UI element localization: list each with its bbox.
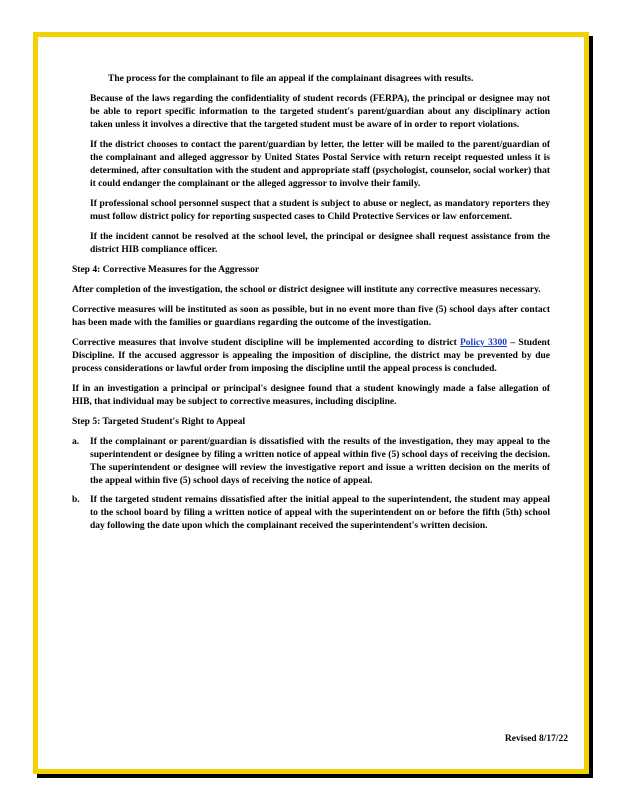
list-item-text: If the targeted student remains dissatisfied after the initial appeal to the superintendent, the student may appeal to the school board by filing a written notice of appeal with the superintendent on or before the fifth (5th) school day following the date upon which the complainant received the superintendent's written decision. <box>90 495 550 531</box>
discipline-text-end: – Student Discipline. If the accused aggressor is appealing the imposition of discipline, the district may be prevented by due process considerations or lawful order from imposing the discipline until the appeal process is concluded. <box>72 338 550 374</box>
list-item-label: a. <box>72 437 80 447</box>
document-body <box>72 73 550 539</box>
policy-3300-link[interactable]: Policy 3300 <box>460 338 508 348</box>
paragraph-ferpa: Because of the laws regarding the confidentiality of student records (FERPA), the principal or designee may not be able to report specific information to the targeted student's parent/guardian about any disciplinary action taken unless it involves a directive that the targeted student must be aware of in order to report violations. <box>90 94 550 130</box>
list-item <box>72 436 550 488</box>
paragraph-after-completion: After completion of the investigation, the school or district designee will institute any corrective measures necessary. <box>72 285 541 295</box>
step5-heading: Step 5: Targeted Student's Right to Appeal <box>72 417 246 427</box>
paragraph-letter: If the district chooses to contact the parent/guardian by letter, the letter will be mailed to the parent/guardian of the complainant and alleged aggressor by United States Postal Service with return receipt requested unless it is determined, after consultation with the student and appropriate staff (psychologist, counselor, social worker) that it could endanger the complainant or the alleged aggressor to involve their family. <box>90 140 550 189</box>
paragraph-abuse: If professional school personnel suspect that a student is subject to abuse or neglect, as mandatory reporters they must follow district policy for reporting suspected cases to Child Protective Services or law enforcement. <box>90 199 550 222</box>
paragraph-false-allegation: If in an investigation a principal or principal's designee found that a student knowingly made a false allegation of HIB, that individual may be subject to corrective measures, including discipline. <box>72 384 550 407</box>
list-item-text: If the complainant or parent/guardian is dissatisfied with the results of the investigation, they may appeal to the superintendent or designee by filing a written notice of appeal within five (5) school days of receiving the decision. The superintendent or designee will review the investigative report and issue a written decision on the merits of the appeal within five (5) school days of receiving the notice of appeal. <box>90 437 550 486</box>
paragraph-corrective-timing: Corrective measures will be instituted as soon as possible, but in no event more than five (5) school days after contact has been made with the families or guardians regarding the outcome of the investigation. <box>72 305 550 328</box>
discipline-text-start: Corrective measures that involve student discipline will be implemented according to district <box>72 338 460 348</box>
bullet-text: The process for the complainant to file an appeal if the complainant disagrees with results. <box>108 74 474 84</box>
paragraph-discipline <box>72 337 550 376</box>
paragraph-unresolved: If the incident cannot be resolved at the school level, the principal or designee shall request assistance from the district HIB compliance officer. <box>90 232 550 255</box>
step4-heading: Step 4: Corrective Measures for the Aggressor <box>72 265 260 275</box>
revision-date: Revised 8/17/22 <box>504 734 568 744</box>
list-item <box>72 494 550 533</box>
bullet-appeal-process <box>72 73 550 86</box>
list-item-label: b. <box>72 495 80 505</box>
